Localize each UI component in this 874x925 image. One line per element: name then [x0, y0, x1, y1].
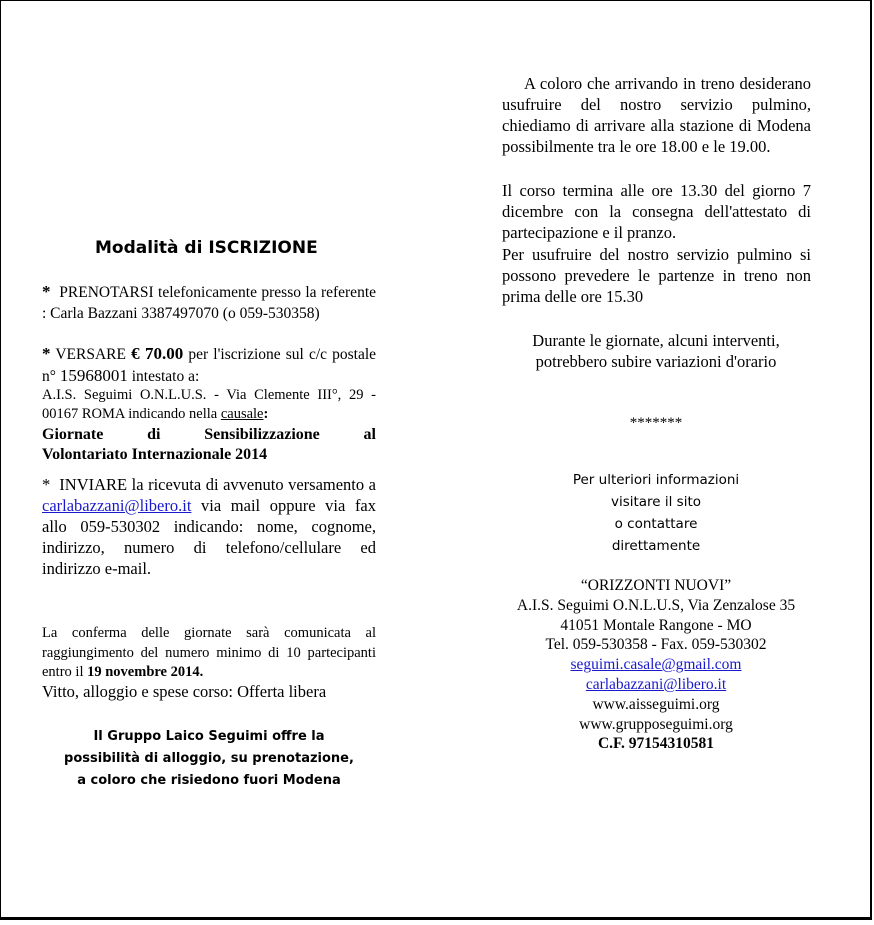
giornate-line-1: Durante le giornate, alcuni interventi,: [532, 331, 780, 350]
info-line-2: visitare il sito: [610, 494, 702, 510]
info-line-3: o contattare: [614, 516, 698, 532]
bullet-star: *: [42, 475, 51, 494]
conferma-paragraph: [42, 624, 376, 683]
prenotarsi-paragraph: [42, 281, 376, 324]
inviare-paragraph: [42, 474, 376, 579]
pulmino-text: Per usufruire del nostro servizio pulmino si possono prevedere le partenze in treno non prima delle ore 15.30: [502, 245, 811, 306]
pulmino-paragraph: [502, 244, 811, 307]
course-title-line-1: Giornate di Sensibilizzazione al: [42, 426, 376, 443]
gruppo-line-1: Il Gruppo Laico Seguimi offre la: [93, 729, 325, 744]
deadline-date: 19 novembre 2014: [87, 664, 200, 680]
website-2: www.grupposeguimi.org: [579, 715, 733, 733]
prenotarsi-text: PRENOTARSI telefonicamente presso la referente : Carla Bazzani 3387497070 (o 059-530358): [42, 284, 377, 322]
versare-paragraph: [42, 343, 376, 387]
org-name: “ORIZZONTI NUOVI”: [580, 577, 732, 594]
section-heading: Modalità di ISCRIZIONE: [95, 238, 318, 258]
gruppo-line-3: a coloro che risiedono fuori Modena: [77, 773, 341, 788]
beneficiary-paragraph: [42, 386, 376, 424]
gruppo-line-2: possibilità di alloggio, su prenotazione,: [64, 751, 354, 766]
inviare-text-2: via mail oppure via fax allo 059-530302 indicando: nome, cognome, indirizzo, numero di telefono/cellulare ed indirizzo e-mail.: [42, 496, 377, 578]
versare-label: VERSARE: [55, 346, 126, 363]
amount: € 70.00: [131, 344, 184, 363]
versare-text-2: intestato a:: [131, 368, 200, 385]
info-line-4: direttamente: [611, 538, 701, 554]
conferma-text: La conferma delle giornate sarà comunicata al raggiungimento del numero minimo di 10 partecipanti entro il: [42, 625, 376, 680]
email-link-seguimi[interactable]: seguimi.casale@gmail.com: [570, 656, 742, 674]
separator-stars: *******: [629, 415, 683, 431]
treno-text: A coloro che arrivando in treno desiderano usufruire del nostro servizio pulmino, chiediamo di arrivare alla stazione di Modena possibilmente tra le ore 18.00 e le 19.00.: [502, 74, 811, 156]
fiscal-code: C.F. 97154310581: [597, 735, 715, 753]
corso-text: Il corso termina alle ore 13.30 del giorno 7 dicembre con la consegna dell'attestato di partecipazione e il pranzo.: [502, 181, 811, 242]
info-line-1: Per ulteriori informazioni: [572, 472, 740, 488]
giornate-paragraph: [493, 330, 819, 372]
corso-paragraph: [502, 180, 811, 243]
email-link[interactable]: carlabazzani@libero.it: [42, 496, 192, 515]
email-link-carla[interactable]: carlabazzani@libero.it: [585, 675, 727, 693]
treno-paragraph: [502, 73, 811, 157]
address-line-2: 41051 Montale Rangone - MO: [560, 616, 752, 634]
phone-line: Tel. 059-530358 - Fax. 059-530302: [545, 636, 767, 654]
vitto-line: Vitto, alloggio e spese corso: Offerta libera: [42, 682, 327, 701]
website-1: www.aisseguimi.org: [592, 695, 720, 713]
giornate-line-2: potrebbero subire variazioni d'orario: [535, 352, 777, 371]
address-line-1: A.I.S. Seguimi O.N.L.U.S, Via Zenzalose 35: [516, 596, 796, 614]
info-paragraph: [493, 469, 819, 557]
causale-label: causale: [220, 406, 264, 422]
account-number: 15968001: [59, 366, 128, 385]
contacts-block: [481, 576, 831, 754]
bullet-star: *: [42, 344, 51, 363]
deadline-dot: .: [199, 664, 204, 680]
causale-colon: :: [263, 406, 269, 422]
beneficiary-text: A.I.S. Seguimi O.N.L.U.S. - Via Clemente III°, 29 - 00167 ROMA indicando nella: [42, 387, 376, 422]
bullet-star: *: [42, 282, 51, 301]
inviare-text-1: INVIARE la ricevuta di avvenuto versamento a: [59, 475, 376, 494]
gruppo-paragraph: [39, 726, 379, 792]
course-title-line-2: Volontariato Internazionale 2014: [42, 446, 268, 463]
versare-text-1: per l'iscrizione sul c/c postale n°: [42, 346, 377, 385]
